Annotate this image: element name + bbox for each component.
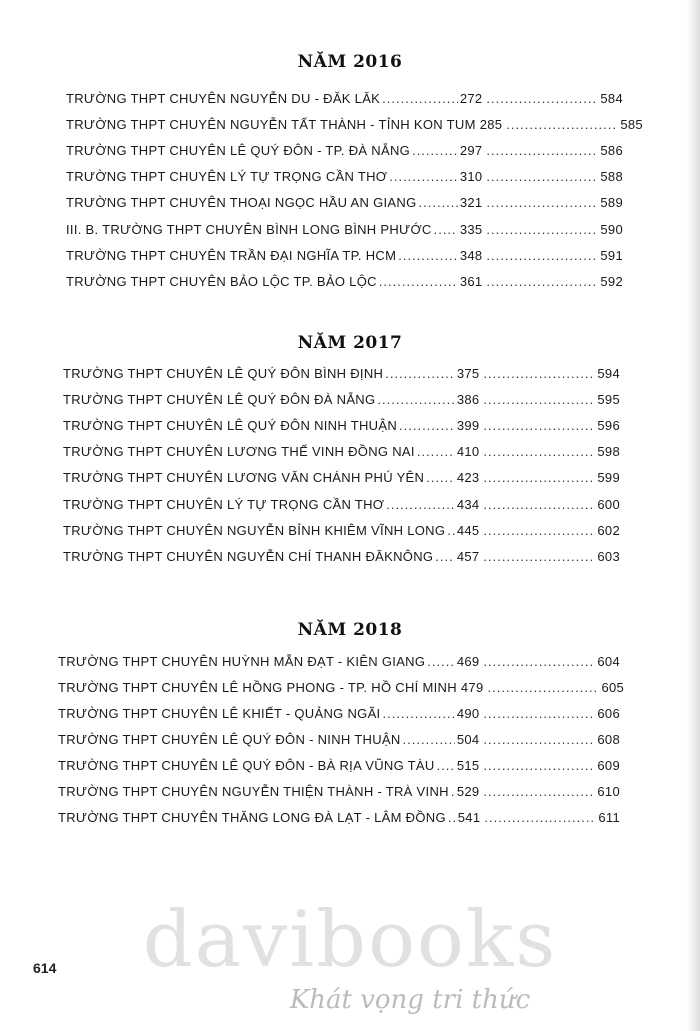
dot-leader <box>379 274 458 289</box>
toc-entry <box>63 444 620 459</box>
dot-leader <box>437 758 455 773</box>
dot-leader <box>486 222 598 237</box>
toc-entry-title: TRƯỜNG THPT CHUYÊN LƯƠNG VĂN CHÁNH PHÚ YÊN <box>63 470 425 486</box>
dot-leader <box>486 195 598 210</box>
toc-entry <box>66 143 623 158</box>
toc-entry-title: TRƯỜNG THPT CHUYÊN NGUYỄN DU - ĐĂK LĂK <box>66 91 381 106</box>
toc-entry-title: TRƯỜNG THPT CHUYÊN LƯƠNG THẾ VINH ĐỒNG NAI <box>63 444 415 460</box>
toc-entry <box>66 274 623 289</box>
dot-leader <box>417 444 455 459</box>
toc-entry-title: TRƯỜNG THPT CHUYÊN NGUYỄN THIỆN THÀNH - TRÀ VINH <box>58 784 449 799</box>
toc-end-page: 609 <box>597 758 620 773</box>
toc-entry <box>66 169 623 184</box>
toc-end-page: 604 <box>597 654 620 669</box>
dot-leader <box>382 91 458 106</box>
toc-start-page: 335 <box>459 221 483 237</box>
page-edge-shadow <box>686 0 700 1031</box>
dot-leader <box>403 732 455 747</box>
toc-entry <box>63 366 620 381</box>
toc-entry <box>63 392 620 407</box>
dot-leader <box>483 392 595 407</box>
dot-leader <box>427 654 455 669</box>
toc-start-page: 479 <box>460 680 484 695</box>
toc-end-page: 611 <box>598 810 620 825</box>
toc-entry-title: TRƯỜNG THPT CHUYÊN THOẠI NGỌC HẦU AN GIANG <box>66 195 417 211</box>
toc-end-page: 606 <box>597 706 620 721</box>
toc-end-page: 585 <box>620 117 643 133</box>
toc-entry-title: TRƯỜNG THPT CHUYÊN LÝ TỰ TRỌNG CẦN THƠ <box>66 169 388 185</box>
toc-entry <box>58 810 620 825</box>
dot-leader <box>434 222 458 237</box>
dot-leader <box>483 654 595 669</box>
toc-entry-title: TRƯỜNG THPT CHUYÊN LÊ QUÝ ĐÔN - NINH THUẬN <box>58 732 401 747</box>
toc-entry <box>66 222 623 237</box>
toc-end-page: 605 <box>601 680 625 695</box>
toc-start-page: 541 <box>457 810 481 825</box>
dot-leader <box>448 810 456 825</box>
dot-leader <box>377 392 454 407</box>
toc-entry-title: TRƯỜNG THPT CHUYÊN NGUYỄN BỈNH KHIÊM VĨNH LONG <box>63 522 446 538</box>
toc-start-page: 386 <box>456 392 480 408</box>
toc-end-page: 596 <box>597 418 620 434</box>
toc-end-page: 599 <box>597 470 620 486</box>
toc-start-page: 310 <box>459 169 483 185</box>
toc-start-page: 457 <box>456 548 480 564</box>
dot-leader <box>483 706 595 721</box>
toc-start-page: 361 <box>459 273 483 289</box>
dot-leader <box>451 784 455 799</box>
toc-entry-title: TRƯỜNG THPT CHUYÊN LÝ TỰ TRỌNG CẦN THƠ <box>63 496 385 512</box>
toc-start-page: 490 <box>456 706 480 721</box>
toc-entry <box>63 549 620 564</box>
toc-entry <box>58 732 620 747</box>
toc-end-page: 590 <box>600 221 623 237</box>
toc-entry <box>63 523 620 538</box>
toc-end-page: 589 <box>600 195 623 211</box>
section-heading: NĂM 2018 <box>297 620 403 640</box>
dot-leader <box>385 366 455 381</box>
section-heading: NĂM 2016 <box>297 52 403 72</box>
toc-entry-title: TRƯỜNG THPT CHUYÊN LÊ HỒNG PHONG - TP. HỒ CHÍ MINH <box>58 680 457 695</box>
toc-entry <box>66 195 623 210</box>
dot-leader <box>386 497 455 512</box>
toc-entry <box>63 418 620 433</box>
toc-entry-title: TRƯỜNG THPT CHUYÊN THĂNG LONG ĐÀ LẠT - LÂM ĐỒNG <box>58 810 446 825</box>
dot-leader <box>483 497 595 512</box>
dot-leader <box>382 706 454 721</box>
toc-entry-title: III. B. TRƯỜNG THPT CHUYÊN BÌNH LONG BÌNH PHƯỚC <box>66 221 432 237</box>
toc-entry-title: TRƯỜNG THPT CHUYÊN LÊ KHIẾT - QUẢNG NGÃI <box>58 706 381 721</box>
toc-entry-title: TRƯỜNG THPT CHUYÊN LÊ QUÝ ĐÔN NINH THUẬN <box>63 418 398 434</box>
dot-leader <box>398 248 458 263</box>
dot-leader <box>483 549 595 564</box>
section-heading: NĂM 2017 <box>297 333 403 353</box>
toc-start-page: 529 <box>456 784 480 799</box>
dot-leader <box>412 143 458 158</box>
dot-leader <box>447 523 455 538</box>
dot-leader <box>506 117 618 132</box>
toc-start-page: 434 <box>456 496 480 512</box>
toc-start-page: 297 <box>459 143 483 159</box>
dot-leader <box>483 418 595 433</box>
toc-entry <box>66 91 623 106</box>
toc-entry-title: TRƯỜNG THPT CHUYÊN TRẦN ĐẠI NGHĨA TP. HCM <box>66 247 397 263</box>
watermark-tagline: Khát vọng tri thức <box>289 985 531 1015</box>
toc-end-page: 588 <box>600 169 623 185</box>
dot-leader <box>486 248 598 263</box>
toc-entry <box>63 470 620 485</box>
toc-entry <box>66 117 643 133</box>
dot-leader <box>486 274 598 289</box>
toc-start-page: 375 <box>456 366 480 381</box>
dot-leader <box>484 810 596 825</box>
toc-end-page: 610 <box>597 784 620 799</box>
toc-end-page: 591 <box>600 247 623 263</box>
toc-start-page: 285 <box>479 117 503 133</box>
toc-entry <box>58 784 620 799</box>
toc-start-page: 504 <box>456 732 480 747</box>
toc-entry <box>63 497 620 512</box>
toc-end-page: 594 <box>597 366 620 381</box>
toc-entry <box>58 706 620 721</box>
dot-leader <box>483 732 595 747</box>
dot-leader <box>483 366 595 381</box>
toc-entry-title: TRƯỜNG THPT CHUYÊN NGUYỄN TẤT THÀNH - TỈNH KON TUM <box>66 117 476 133</box>
toc-end-page: 600 <box>597 496 620 512</box>
toc-entry-title: TRƯỜNG THPT CHUYÊN BẢO LỘC TP. BẢO LỘC <box>66 273 377 289</box>
toc-end-page: 602 <box>597 522 620 538</box>
toc-start-page: 399 <box>456 418 480 434</box>
dot-leader <box>483 470 595 485</box>
dot-leader <box>483 784 595 799</box>
toc-entry-title: TRƯỜNG THPT CHUYÊN HUỲNH MẪN ĐẠT - KIÊN GIANG <box>58 654 426 669</box>
toc-end-page: 608 <box>597 732 620 747</box>
dot-leader <box>389 169 458 184</box>
toc-start-page: 348 <box>459 247 483 263</box>
toc-entry <box>58 758 620 773</box>
dot-leader <box>483 523 595 538</box>
toc-end-page: 603 <box>597 548 620 564</box>
toc-entry-title: TRƯỜNG THPT CHUYÊN NGUYỄN CHÍ THANH ĐĂKNÔNG <box>63 548 434 564</box>
toc-start-page: 445 <box>456 522 480 538</box>
dot-leader <box>399 418 455 433</box>
toc-start-page: 321 <box>459 195 483 211</box>
toc-end-page: 595 <box>597 392 620 408</box>
dot-leader <box>486 169 598 184</box>
toc-end-page: 598 <box>597 444 620 460</box>
dot-leader <box>419 195 458 210</box>
toc-start-page: 515 <box>456 758 480 773</box>
toc-entry <box>58 654 620 669</box>
toc-entry <box>58 680 625 695</box>
dot-leader <box>486 143 598 158</box>
toc-start-page: 272 <box>459 91 483 106</box>
toc-start-page: 423 <box>456 470 480 486</box>
toc-end-page: 586 <box>600 143 623 159</box>
dot-leader <box>483 758 595 773</box>
toc-end-page: 584 <box>600 91 623 106</box>
toc-entry <box>66 248 623 263</box>
toc-end-page: 592 <box>600 273 623 289</box>
page-number: 614 <box>33 960 57 976</box>
toc-entry-title: TRƯỜNG THPT CHUYÊN LÊ QUÝ ĐÔN BÌNH ĐỊNH <box>63 366 384 381</box>
dot-leader <box>487 680 599 695</box>
toc-entry-title: TRƯỜNG THPT CHUYÊN LÊ QUÝ ĐÔN ĐÀ NẴNG <box>63 392 376 408</box>
dot-leader <box>483 444 595 459</box>
dot-leader <box>486 91 598 106</box>
toc-entry-title: TRƯỜNG THPT CHUYÊN LÊ QUÝ ĐÔN - BÀ RỊA VŨNG TÀU <box>58 758 435 773</box>
toc-entry-title: TRƯỜNG THPT CHUYÊN LÊ QUÝ ĐÔN - TP. ĐÀ NẴNG <box>66 143 411 159</box>
toc-start-page: 410 <box>456 444 480 460</box>
dot-leader <box>435 549 455 564</box>
watermark-brand: davibooks <box>142 895 558 985</box>
dot-leader <box>426 470 455 485</box>
toc-start-page: 469 <box>456 654 480 669</box>
